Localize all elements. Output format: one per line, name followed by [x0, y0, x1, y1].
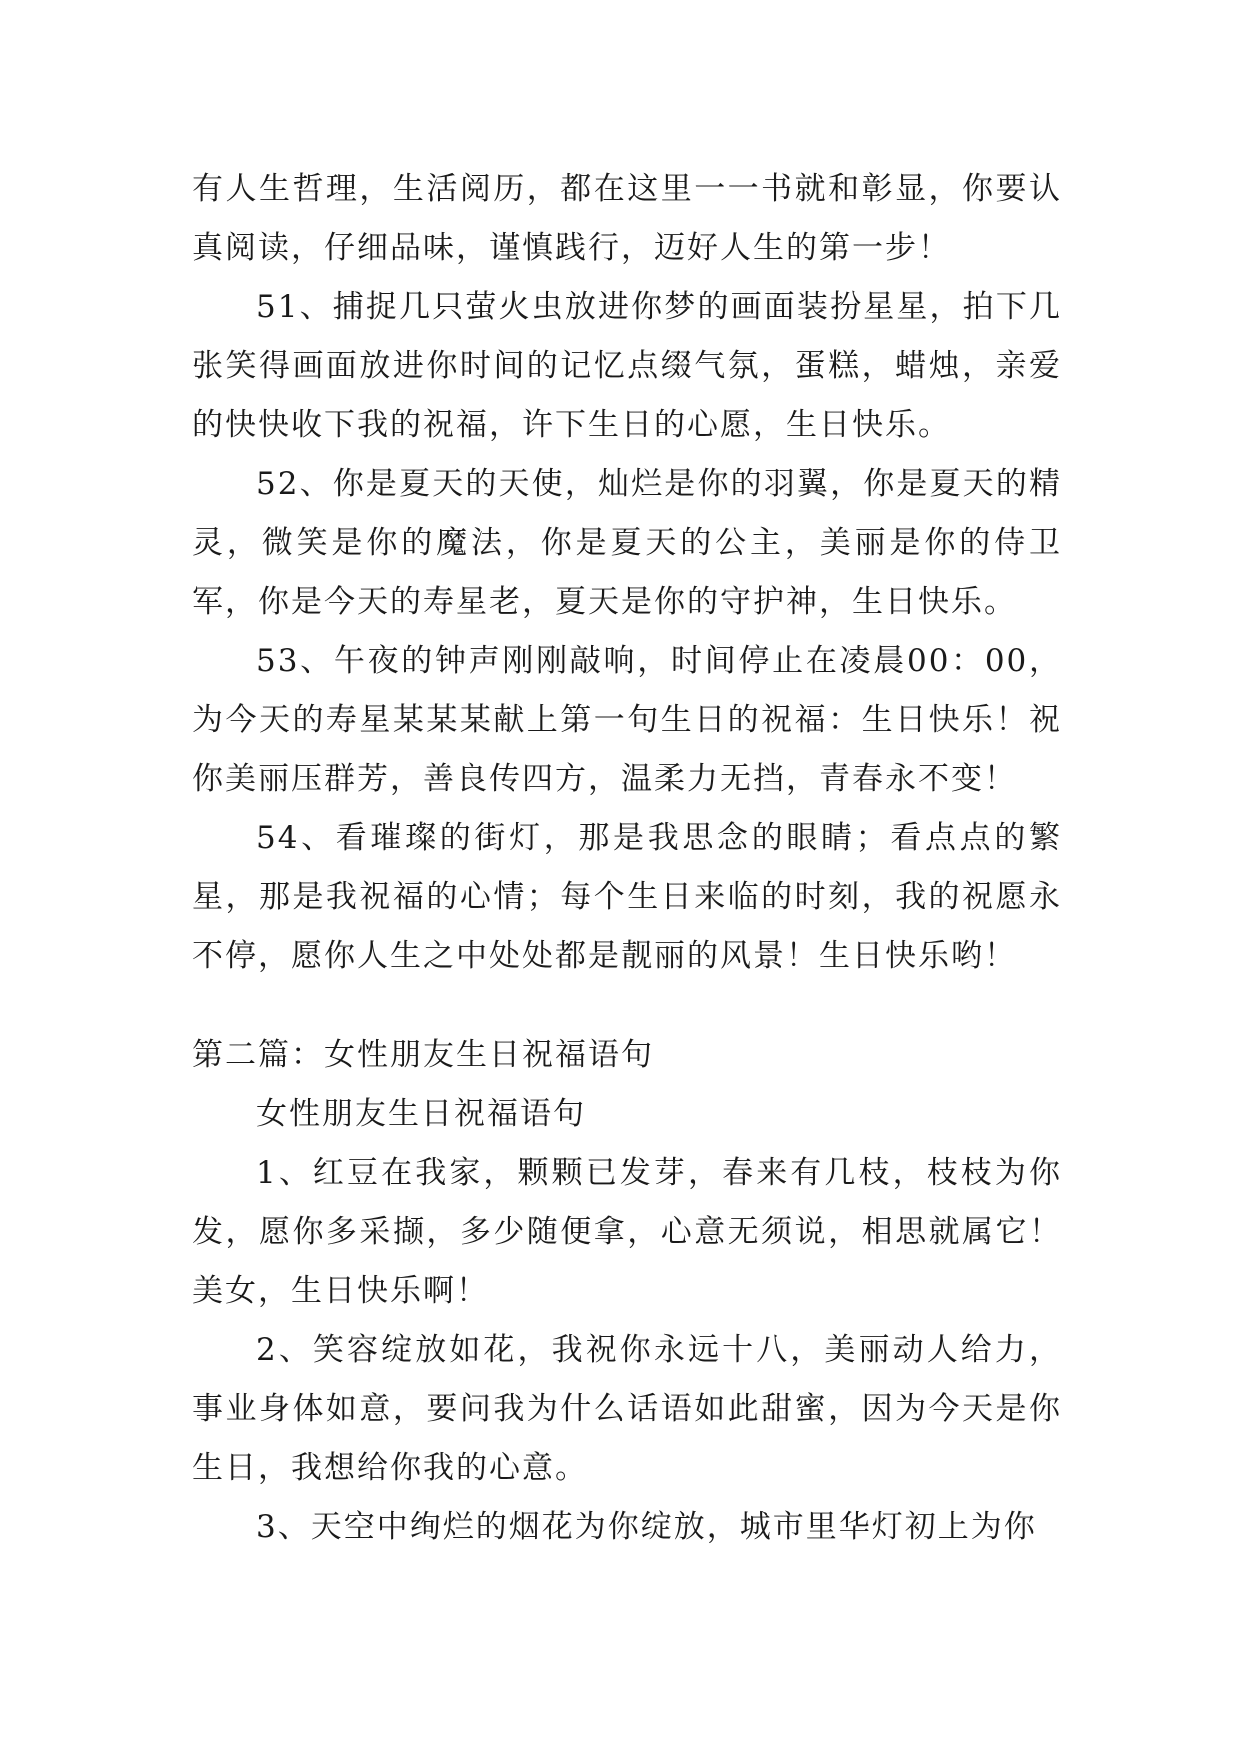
paragraph-intro: 有人生哲理，生活阅历，都在这里一一书就和彰显，你要认真阅读，仔细品味，谨慎践行，迈好人生的第一步！ [192, 171, 1062, 266]
paragraph-51: 51、捕捉几只萤火虫放进你梦的画面装扮星星，拍下几张笑得画面放进你时间的记忆点缀气氛，蛋糕，蜡烛，亲爱的快快收下我的祝福，许下生日的心愿，生日快乐。 [192, 289, 1062, 443]
section-heading: 第二篇：女性朋友生日祝福语句 [192, 1037, 654, 1073]
paragraph-52: 52、你是夏天的天使，灿烂是你的羽翼，你是夏天的精灵，微笑是你的魔法，你是夏天的公主，美丽是你的侍卫军，你是今天的寿星老，夏天是你的守护神，生日快乐。 [192, 466, 1062, 620]
paragraph-54: 54、看璀璨的街灯，那是我思念的眼睛；看点点的繁星，那是我祝福的心情；每个生日来临的时刻，我的祝愿永不停，愿你人生之中处处都是靓丽的风景！生日快乐哟！ [192, 820, 1062, 974]
section-subheading: 女性朋友生日祝福语句 [256, 1096, 586, 1132]
paragraph-1: 1、红豆在我家，颗颗已发芽，春来有几枝，枝枝为你发，愿你多采撷，多少随便拿，心意无须说，相思就属它！美女，生日快乐啊！ [192, 1155, 1062, 1309]
document-page [192, 160, 1062, 1557]
section-spacer [192, 986, 1062, 1026]
paragraph-3: 3、天空中绚烂的烟花为你绽放，城市里华灯初上为你 [256, 1509, 1037, 1545]
paragraph-2: 2、笑容绽放如花，我祝你永远十八，美丽动人给力，事业身体如意，要问我为什么话语如此甜蜜，因为今天是你生日，我想给你我的心意。 [192, 1332, 1062, 1486]
paragraph-53: 53、午夜的钟声刚刚敲响，时间停止在凌晨00：00，为今天的寿星某某某献上第一句生日的祝福：生日快乐！祝你美丽压群芳，善良传四方，温柔力无挡，青春永不变！ [192, 643, 1062, 797]
